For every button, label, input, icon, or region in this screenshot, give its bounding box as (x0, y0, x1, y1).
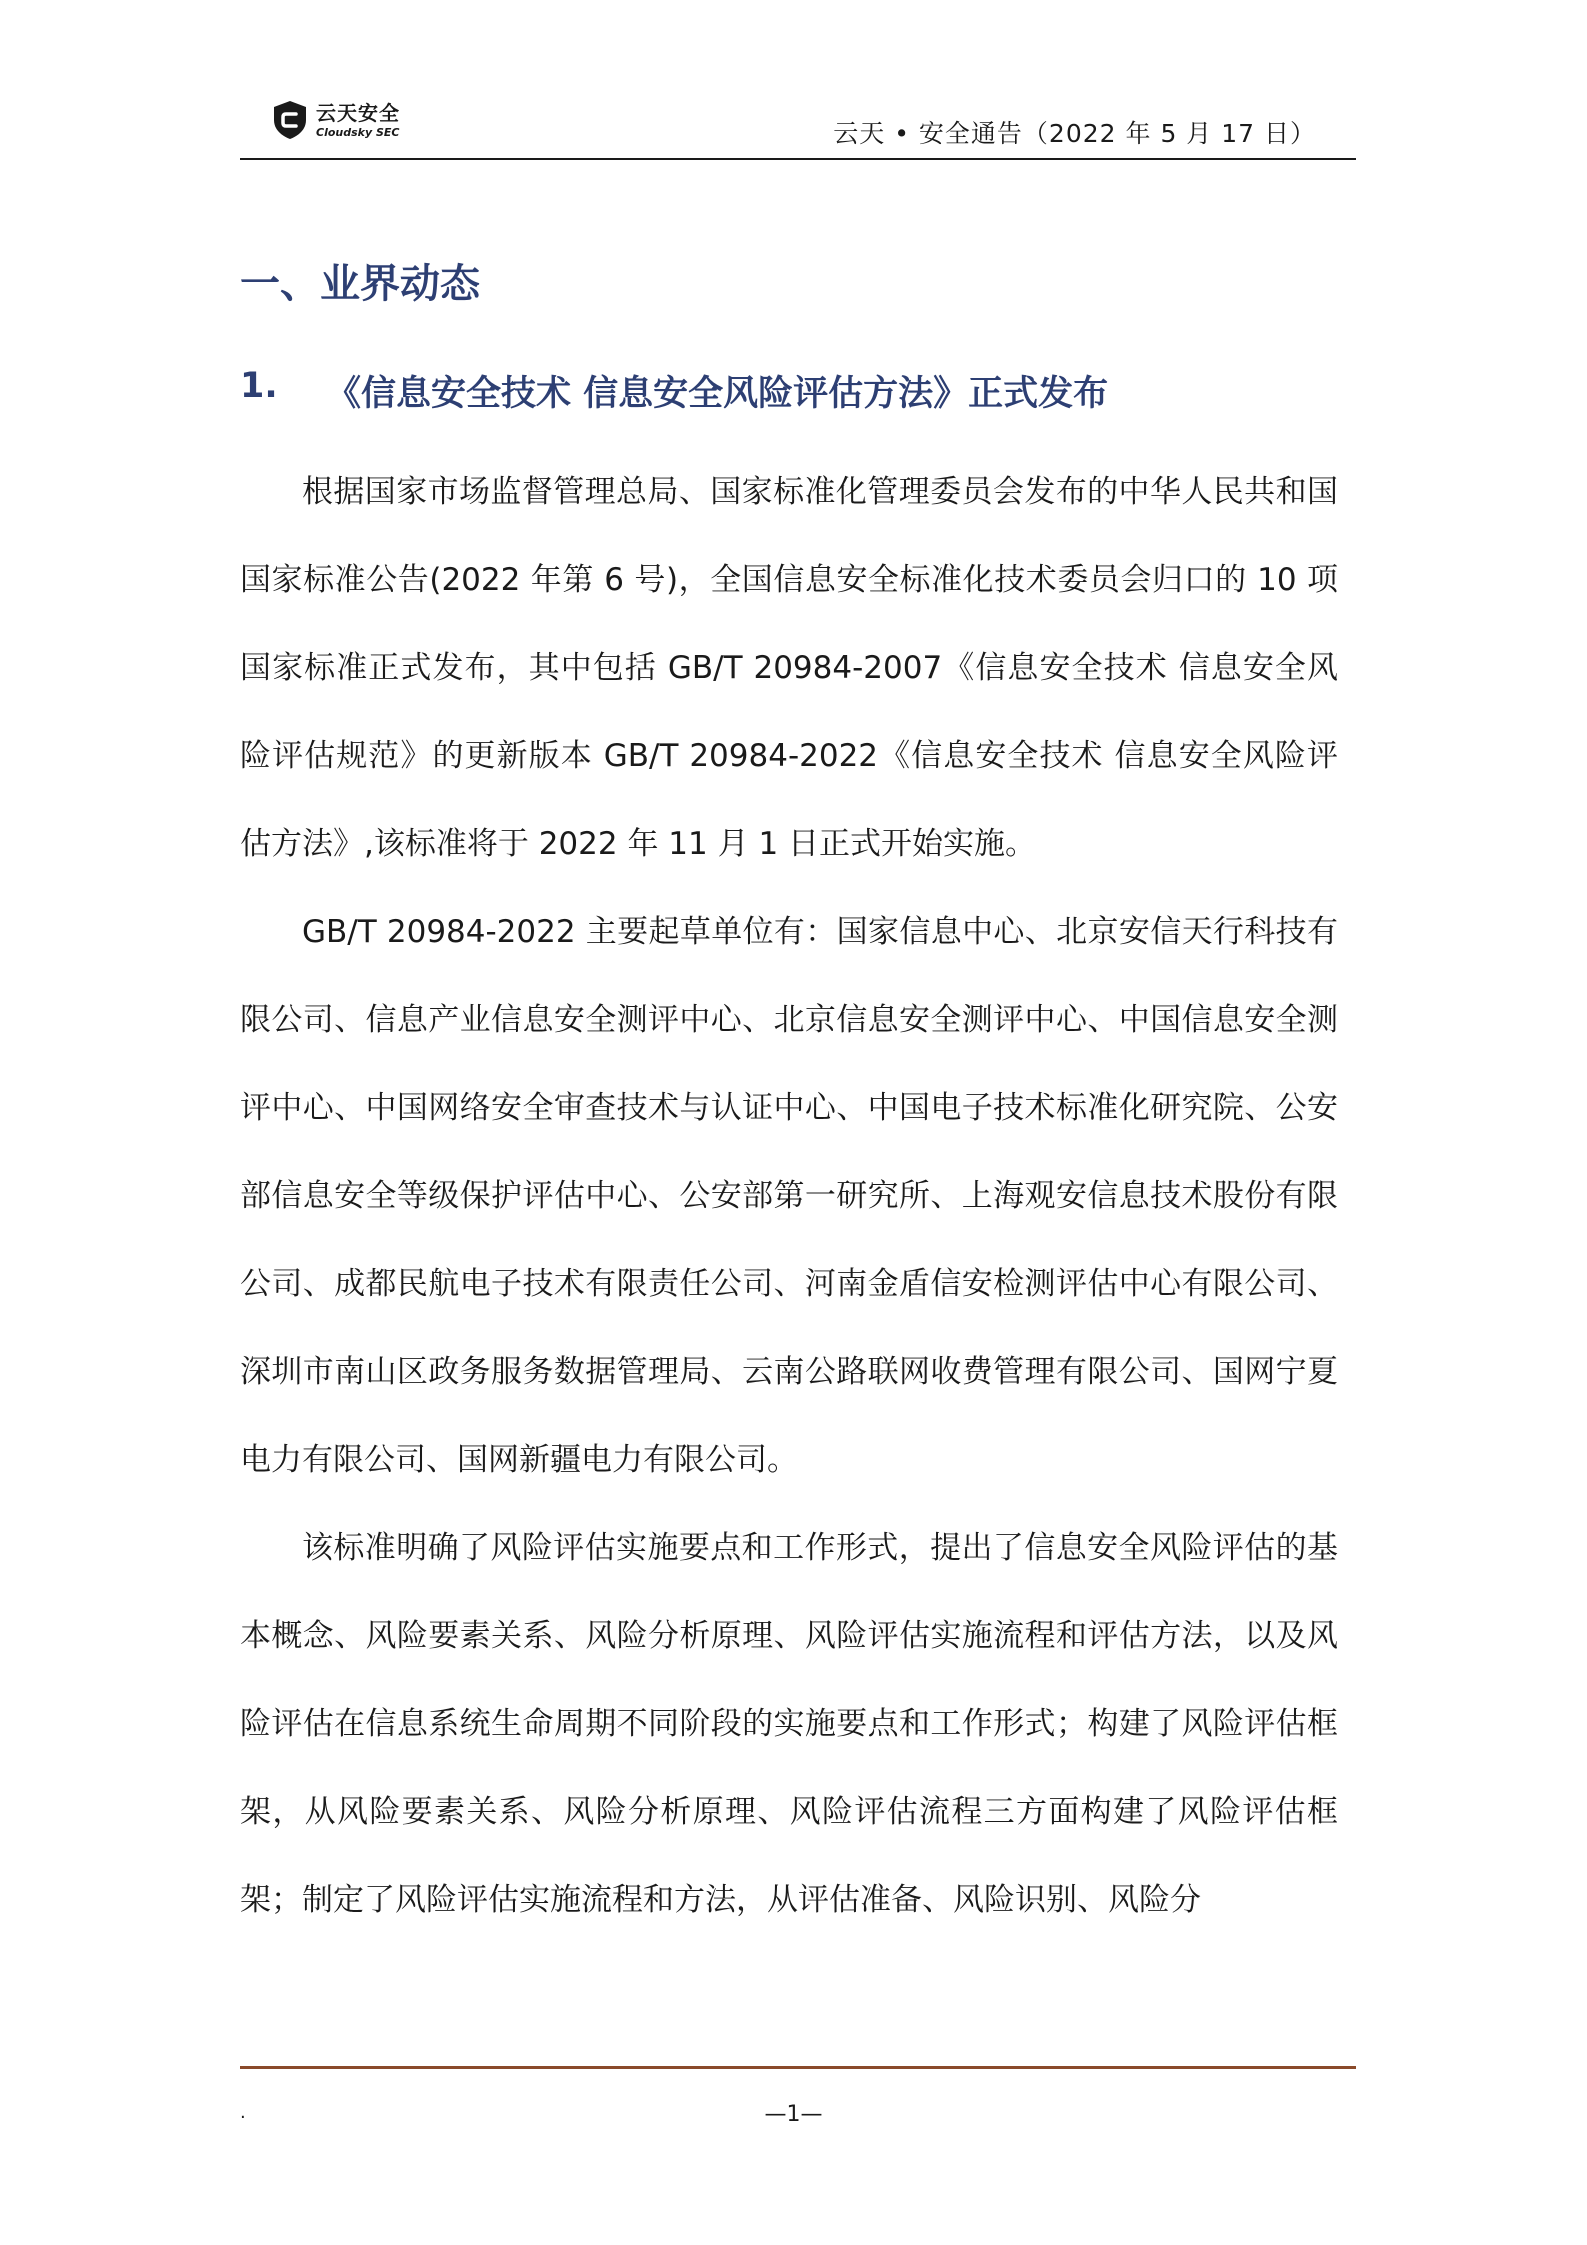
logo-chinese-name: 云天安全 (316, 100, 400, 125)
article-number: 1. (240, 366, 278, 406)
footer-mark: . (240, 2102, 246, 2123)
header-divider (240, 158, 1356, 160)
footer-divider (240, 2066, 1356, 2069)
section-heading: 一、业界动态 (240, 261, 480, 307)
paragraph: 该标准明确了风险评估实施要点和工作形式，提出了信息安全风险评估的基本概念、风险要素关系、风险分析原理、风险评估实施流程和评估方法，以及风险评估在信息系统生命周期不同阶段的实施要点和工作形式；构建了风险评估框架，从风险要素关系、风险分析原理、风险评估流程三方面构建了风险评估框架；制定了风险评估实施流程和方法，从评估准备、风险识别、风险分 (240, 1530, 1338, 1918)
article-title: 《信息安全技术 信息安全风险评估方法》正式发布 (326, 374, 1109, 414)
company-logo (272, 96, 400, 144)
paragraph: 根据国家市场监督管理总局、国家标准化管理委员会发布的中华人民共和国国家标准公告(2022 年第 6 号)，全国信息安全标准化技术委员会归口的 10 项国家标准正式发布，其中包括 GB/T 20984-2007《信息安全技术 信息安全风险评估规范》的更新版本 GB/T 20984-2022《信息安全技术 信息安全风险评估方法》,该标准将于 2022 年 11 月 1 日正式开始实施。 (240, 474, 1338, 862)
page-header (240, 96, 1356, 162)
article-heading (240, 366, 1108, 416)
bulletin-title: 云天 • 安全通告（2022 年 5 月 17 日） (833, 119, 1316, 148)
paragraph: GB/T 20984-2022 主要起草单位有：国家信息中心、北京安信天行科技有限公司、信息产业信息安全测评中心、北京信息安全测评中心、中国信息安全测评中心、中国网络安全审查技术与认证中心、中国电子技术标准化研究院、公安部信息安全等级保护评估中心、公安部第一研究所、上海观安信息技术股份有限公司、成都民航电子技术有限责任公司、河南金盾信安检测评估中心有限公司、深圳市南山区政务服务数据管理局、云南公路联网收费管理有限公司、国网宁夏电力有限公司、国网新疆电力有限公司。 (240, 914, 1338, 1478)
page-number: —1— (764, 2102, 823, 2127)
logo-english-name: Cloudsky SEC (316, 125, 400, 139)
article-body (240, 448, 1338, 1944)
shield-logo-icon (272, 100, 308, 140)
